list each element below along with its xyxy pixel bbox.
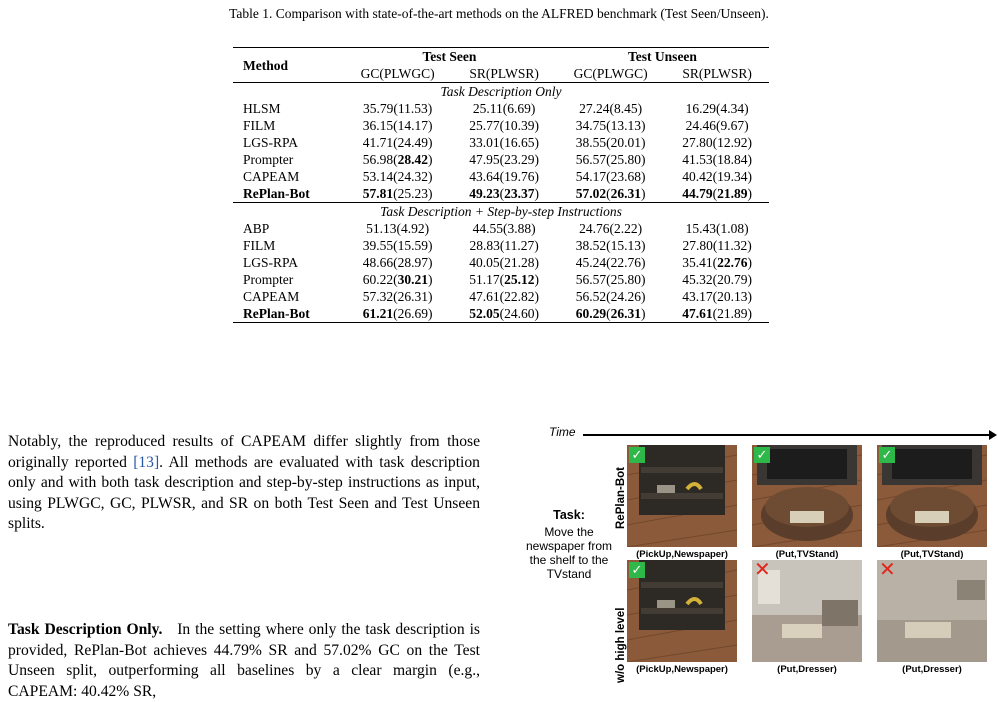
time-arrow-icon (989, 430, 997, 440)
value-cell: 15.43(1.08) (685, 221, 749, 236)
table-row (233, 168, 769, 185)
method-cell: LGS-RPA (243, 135, 299, 150)
value-cell: 57.81(25.23) (362, 186, 433, 201)
paragraph-text: Notably, the reproduced results of CAPEAM differ slightly from those originally reported (8, 433, 480, 471)
time-label: Time (549, 425, 576, 439)
scene-frame (752, 560, 862, 662)
method-cell: LGS-RPA (243, 255, 299, 270)
value-cell: 35.79(11.53) (363, 101, 433, 116)
table-row (233, 254, 769, 271)
value-cell: 24.76(2.22) (579, 221, 643, 236)
frame-caption: (PickUp,Newspaper) (636, 549, 728, 560)
value-cell: 47.95(23.29) (469, 152, 540, 167)
task-title: Task: (553, 508, 585, 522)
row-label-replan-bot: RePlan-Bot (615, 467, 627, 529)
value-cell: 38.52(15.13) (575, 238, 646, 253)
cross-icon: ✕ (754, 560, 771, 581)
check-icon: ✓ (629, 447, 645, 463)
subheader-cell: GC(PLWGC) (556, 65, 665, 83)
scene-frame (752, 445, 862, 547)
value-cell: 51.17(25.12) (469, 272, 540, 287)
value-cell: 51.13(4.92) (366, 221, 430, 236)
table-header-row (233, 48, 769, 66)
value-cell: 48.66(28.97) (362, 255, 433, 270)
table-row (233, 185, 769, 203)
value-cell: 27.80(11.32) (682, 238, 752, 253)
value-cell: 52.05(24.60) (452, 305, 556, 323)
subheader-cell: GC(PLWGC) (343, 65, 452, 83)
section-row (233, 83, 769, 101)
results-table (233, 47, 769, 323)
table-row (233, 134, 769, 151)
value-cell: 27.24(8.45) (579, 101, 643, 116)
table-row (233, 220, 769, 237)
value-cell: 44.79(21.89) (682, 186, 753, 201)
value-cell: 45.24(22.76) (575, 255, 646, 270)
check-icon: ✓ (629, 562, 645, 578)
frame-caption: (Put,Dresser) (902, 664, 962, 675)
test-unseen-header: Test Unseen (556, 48, 769, 66)
value-cell: 61.21(26.69) (343, 305, 452, 323)
value-cell: 25.11(6.69) (472, 101, 536, 116)
method-cell: RePlan-Bot (233, 305, 343, 323)
value-cell: 54.17(23.68) (575, 169, 646, 184)
value-cell: 40.05(21.28) (469, 255, 540, 270)
test-seen-header: Test Seen (343, 48, 556, 66)
section-label: Task Description Only (233, 83, 769, 101)
method-cell: RePlan-Bot (243, 186, 310, 201)
value-cell: 56.98(28.42) (362, 152, 433, 167)
value-cell: 57.02(26.31) (575, 186, 646, 201)
method-cell: HLSM (243, 101, 281, 116)
value-cell: 44.55(3.88) (472, 221, 536, 236)
subheader-cell: SR(PLWSR) (452, 65, 556, 83)
scene-frame (627, 445, 737, 547)
scene-frame (877, 560, 987, 662)
value-cell: 41.71(24.49) (362, 135, 433, 150)
value-cell: 27.80(12.92) (682, 135, 753, 150)
table-row (233, 151, 769, 168)
cross-icon: ✕ (879, 560, 896, 581)
value-cell: 56.57(25.80) (575, 272, 646, 287)
table-row (233, 100, 769, 117)
table-row (233, 237, 769, 254)
value-cell: 24.46(9.67) (685, 118, 749, 133)
time-axis-line (583, 434, 993, 436)
value-cell: 35.41(22.76) (682, 255, 753, 270)
scene-frame (877, 445, 987, 547)
value-cell: 43.17(20.13) (682, 289, 753, 304)
method-cell: ABP (243, 221, 270, 236)
section-label: Task Description + Step-by-step Instructions (233, 203, 769, 221)
value-cell: 60.22(30.21) (362, 272, 433, 287)
paragraph-text: . All methods are evaluated with task description only and with both task description and step-by-step instructions as input, using PLWGC, GC, PLWSR, and SR on both Test Seen and Test Unseen splits. (8, 453, 480, 532)
value-cell: 25.77(10.39) (469, 118, 540, 133)
method-cell: Prompter (243, 152, 294, 167)
task-description: Move the newspaper from the shelf to the TVstand (525, 525, 613, 581)
paragraph-text: In the setting where only the task description is provided, RePlan-Bot achieves 44.79% SR and 57.02% GC on the Test Unseen split, outperforming all baselines by a clear margin (e.g., CAPEAM: 40.42% SR, (8, 621, 480, 700)
section1-rows (233, 100, 769, 203)
subheader-cell: SR(PLWSR) (665, 65, 769, 83)
value-cell: 56.57(25.80) (575, 152, 646, 167)
value-cell: 56.52(24.26) (575, 289, 646, 304)
section-row (233, 203, 769, 221)
check-icon: ✓ (879, 447, 895, 463)
value-cell: 45.32(20.79) (682, 272, 753, 287)
value-cell: 16.29(4.34) (685, 101, 749, 116)
value-cell: 38.55(20.01) (575, 135, 646, 150)
value-cell: 60.29(26.31) (556, 305, 665, 323)
value-cell: 34.75(13.13) (575, 118, 646, 133)
scene-frame (627, 560, 737, 662)
table-row (233, 305, 769, 323)
value-cell: 49.23(23.37) (469, 186, 540, 201)
frame-caption: (Put,TVStand) (900, 549, 964, 560)
check-icon: ✓ (754, 447, 770, 463)
value-cell: 47.61(21.89) (665, 305, 769, 323)
value-cell: 43.64(19.76) (469, 169, 540, 184)
value-cell: 33.01(16.65) (469, 135, 540, 150)
table-row (233, 288, 769, 305)
paragraph-task-description-only (8, 620, 480, 702)
method-cell: Prompter (243, 272, 294, 287)
value-cell: 57.32(26.31) (362, 289, 433, 304)
value-cell: 47.61(22.82) (469, 289, 540, 304)
method-cell: CAPEAM (243, 169, 300, 184)
paragraph-heading: Task Description Only. (8, 621, 163, 638)
paragraph-notably (8, 432, 480, 535)
frame-caption: (Put,Dresser) (777, 664, 837, 675)
frame-caption: (PickUp,Newspaper) (636, 664, 728, 675)
citation-link[interactable]: [13] (133, 453, 160, 471)
value-cell: 40.42(19.34) (682, 169, 753, 184)
method-cell: FILM (243, 118, 276, 133)
method-header: Method (233, 48, 343, 83)
value-cell: 28.83(11.27) (469, 238, 539, 253)
qualitative-figure (515, 425, 998, 701)
value-cell: 53.14(24.32) (362, 169, 433, 184)
value-cell: 41.53(18.84) (682, 152, 753, 167)
frame-caption: (Put,TVStand) (775, 549, 839, 560)
method-cell: FILM (243, 238, 276, 253)
table-row (233, 117, 769, 134)
section2-rows (233, 220, 769, 323)
value-cell: 36.15(14.17) (362, 118, 433, 133)
table-row (233, 271, 769, 288)
method-cell: CAPEAM (243, 289, 300, 304)
table-caption: Table 1. Comparison with state-of-the-art methods on the ALFRED benchmark (Test Seen/Unseen). (229, 6, 769, 21)
row-label-without-high-level: w/o high level (615, 607, 627, 683)
value-cell: 39.55(15.59) (362, 238, 433, 253)
